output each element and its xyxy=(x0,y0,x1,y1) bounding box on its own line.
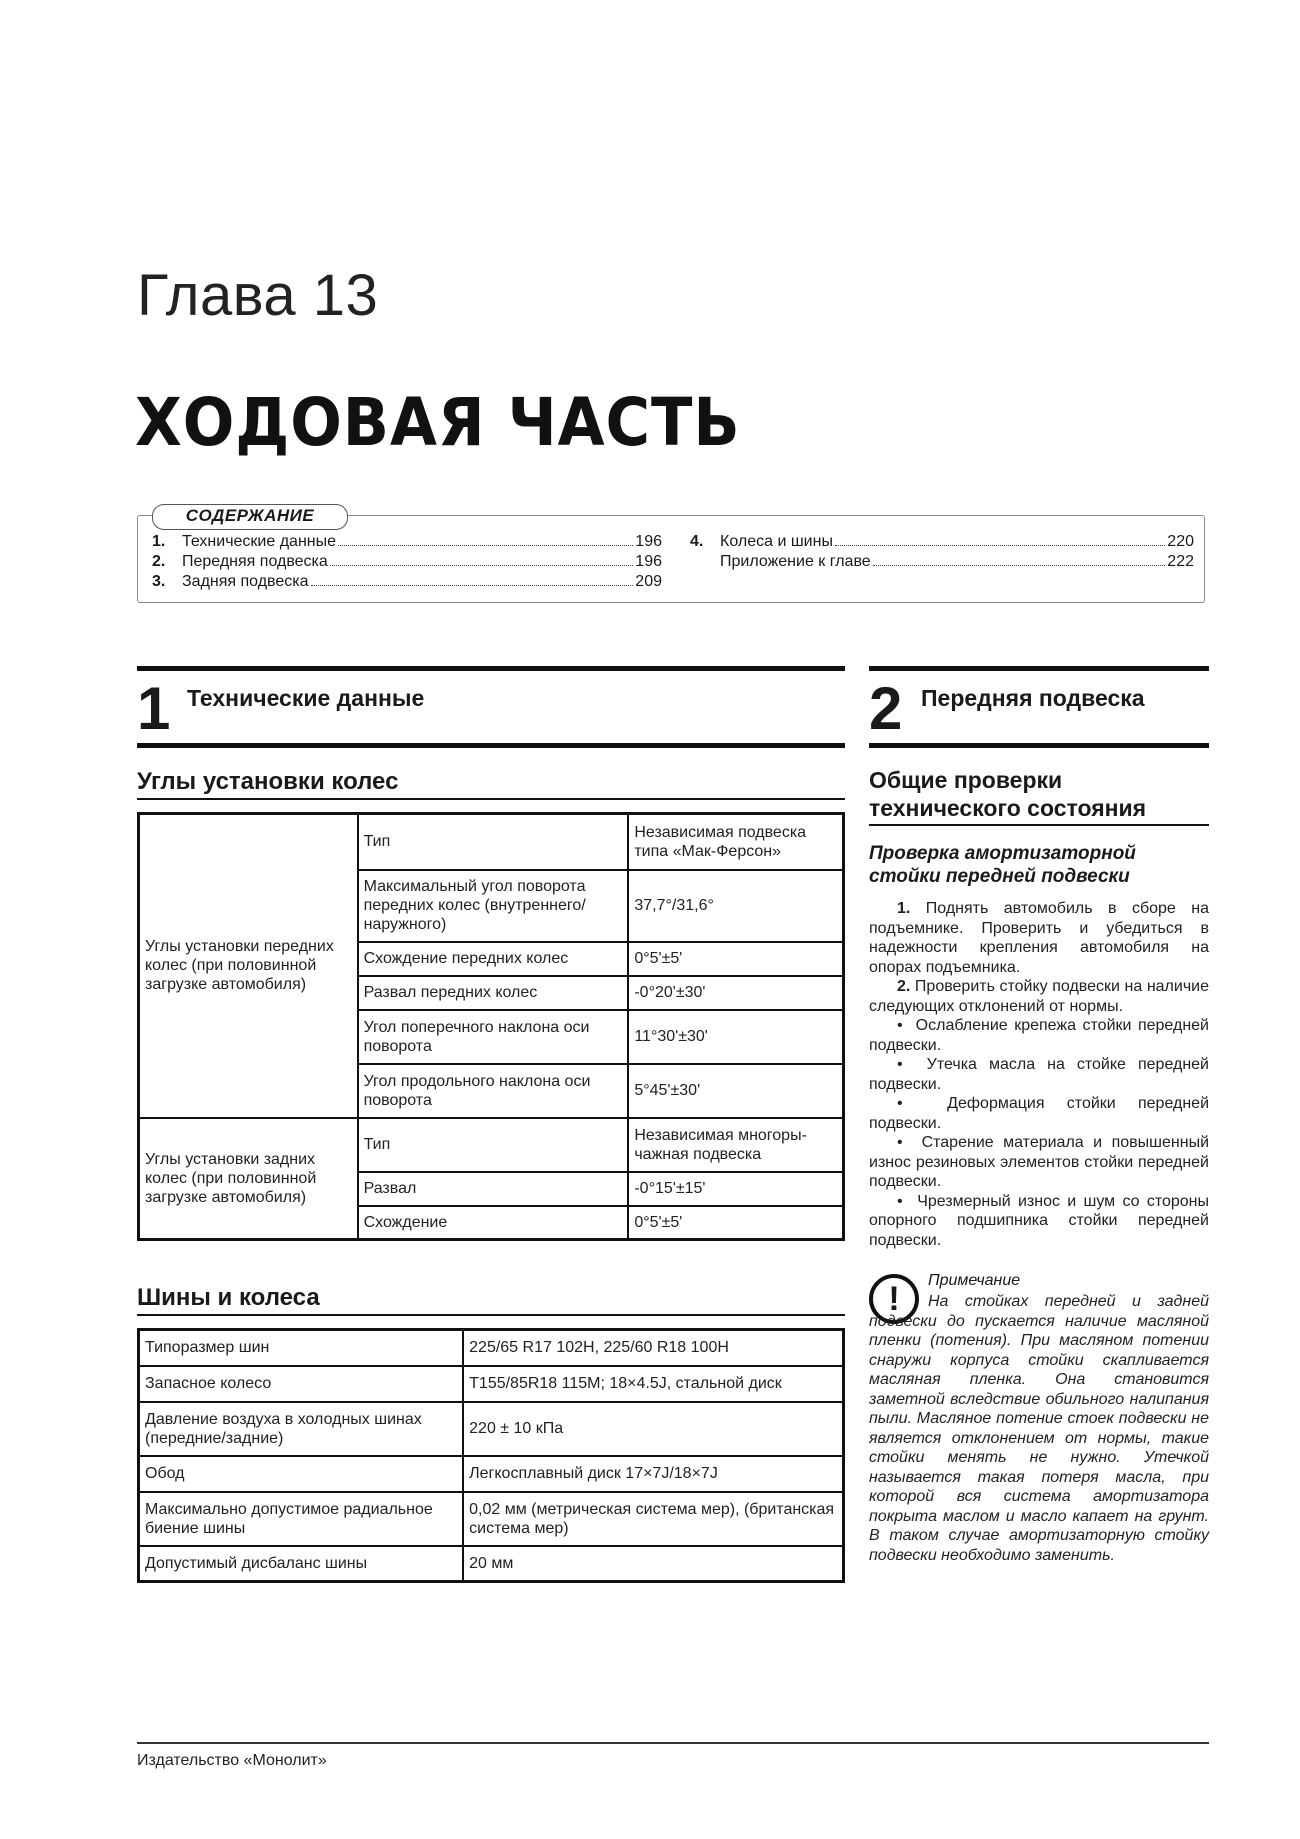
table-row xyxy=(139,1456,844,1492)
toc-item-page: 209 xyxy=(635,573,662,590)
value-cell: 0°5'±5' xyxy=(628,1206,843,1240)
step-text: Проверить стойку подвески на наличие следующих отклонений от нормы. xyxy=(869,978,1209,1015)
toc-item-number: 3. xyxy=(152,573,166,590)
rear-group-cell: Углы установки задних колес (при половинной загрузке автомобиля) xyxy=(139,1118,358,1240)
param-cell: Обод xyxy=(139,1456,464,1492)
param-cell: Развал передних колес xyxy=(358,976,629,1010)
table-row xyxy=(139,1118,844,1172)
value-cell: 225/65 R17 102H, 225/60 R18 100H xyxy=(463,1330,843,1366)
toc-item-label: Технические данные xyxy=(182,533,337,550)
bullet-item: • Старение материала и повышенный износ резиновых элементов стойки передней подвески. xyxy=(869,1134,1210,1190)
param-cell: Типоразмер шин xyxy=(139,1330,464,1366)
toc-item-label: Задняя подвеска xyxy=(182,573,309,590)
bullet-item: • Деформация стойки передней подвески. xyxy=(869,1095,1209,1132)
param-cell: Угол продольного наклона оси поворота xyxy=(358,1064,629,1118)
param-cell: Тип xyxy=(358,814,629,870)
bullet-text: Утечка масла на стойке передней подвески. xyxy=(869,1056,1209,1093)
param-cell: Давление воздуха в холодных шинах (передние/задние) xyxy=(139,1402,464,1456)
toc-item[interactable] xyxy=(690,532,1194,552)
toc-item[interactable] xyxy=(152,572,662,592)
tires-table xyxy=(137,1328,845,1583)
toc-item[interactable] xyxy=(152,532,662,552)
step-paragraph xyxy=(869,977,1209,1016)
param-cell: Максимальный угол поворота передних колес (внутреннего/наружного) xyxy=(358,870,629,942)
value-cell: 0,02 мм (метрическая система мер), (британская система мер) xyxy=(463,1492,843,1546)
value-cell: -0°20'±30' xyxy=(628,976,843,1010)
heading-underline xyxy=(869,824,1209,826)
step-number: 2. xyxy=(897,978,911,995)
warning-icon: ! xyxy=(869,1274,919,1324)
section-2-header xyxy=(869,666,1209,748)
bullet-text: Чрезмерный износ и шум со стороны опорного подшипника стойки передней подвески. xyxy=(869,1192,1209,1249)
step-paragraph xyxy=(869,899,1209,977)
toc-leader-dots xyxy=(311,585,634,586)
front-group-cell: Углы установки передних колес (при половинной загрузке автомобиля) xyxy=(139,814,358,1118)
toc-leader-dots xyxy=(835,545,1165,546)
toc-leader-dots xyxy=(338,545,633,546)
toc-column-right xyxy=(690,532,1194,572)
param-cell: Запасное колесо xyxy=(139,1366,464,1402)
strut-check-body xyxy=(869,899,1209,1250)
value-cell: 20 мм xyxy=(463,1546,843,1582)
value-cell: -0°15'±15' xyxy=(628,1172,843,1206)
wheel-angles-table xyxy=(137,812,845,1241)
toc-leader-dots xyxy=(873,565,1166,566)
param-cell: Тип xyxy=(358,1118,629,1172)
section-1-title: Технические данные xyxy=(187,685,425,711)
strut-check-heading: Проверка амортизаторной стойки передней подвески xyxy=(869,843,1136,887)
toc-item-number: 1. xyxy=(152,533,166,550)
value-cell: 0°5'±5' xyxy=(628,942,843,976)
toc-item-number: 2. xyxy=(152,553,166,570)
table-row xyxy=(139,1330,844,1366)
value-cell: Независимая подвеска типа «Мак-Ферсон» xyxy=(628,814,843,870)
bullet-text: Старение материала и повышенный износ резиновых элементов стойки передней подвески. xyxy=(869,1134,1210,1190)
bullet-item: • Утечка масла на стойке передней подвески. xyxy=(869,1056,1209,1093)
general-checks-heading: Общие проверки технического состояния xyxy=(869,767,1147,821)
value-cell: T155/85R18 115M; 18×4.5J, стальной диск xyxy=(463,1366,843,1402)
section-2-number: 2 xyxy=(869,675,903,742)
value-cell: 11°30'±30' xyxy=(628,1010,843,1064)
param-cell: Допустимый дисбаланс шины xyxy=(139,1546,464,1582)
table-row xyxy=(139,814,844,870)
section-1-number: 1 xyxy=(137,675,171,742)
toc-leader-dots xyxy=(330,565,633,566)
toc-item-label: Колеса и шины xyxy=(720,533,833,550)
section-1-header xyxy=(137,666,845,748)
param-cell: Схождение передних колес xyxy=(358,942,629,976)
tires-heading: Шины и колеса xyxy=(137,1284,845,1316)
toc-item-label: Приложение к главе xyxy=(720,553,871,570)
toc-item-page: 196 xyxy=(635,553,662,570)
table-of-contents xyxy=(137,506,1205,603)
value-cell: 5°45'±30' xyxy=(628,1064,843,1118)
bullet-item: • Чрезмерный износ и шум со стороны опорного подшипника стойки передней подвески. xyxy=(869,1192,1209,1249)
table-row xyxy=(139,1402,844,1456)
value-cell: Независимая многоры-чажная подвеска xyxy=(628,1118,843,1172)
bullet-text: Ослабление крепежа стойки передней подвески. xyxy=(869,1017,1209,1054)
toc-item-label: Передняя подвеска xyxy=(182,553,328,570)
toc-item-page: 196 xyxy=(635,533,662,550)
note-title: Примечание xyxy=(928,1272,1021,1289)
toc-item-number: 4. xyxy=(690,533,704,550)
wheel-angles-heading: Углы установки колес xyxy=(137,768,845,800)
toc-column-left xyxy=(152,532,662,592)
toc-item-page: 222 xyxy=(1167,553,1194,570)
table-row xyxy=(139,1492,844,1546)
toc-item[interactable] xyxy=(152,552,662,572)
value-cell: 220 ± 10 кПа xyxy=(463,1402,843,1456)
toc-item[interactable] xyxy=(690,552,1194,572)
step-number: 1. xyxy=(897,900,911,917)
value-cell: 37,7°/31,6° xyxy=(628,870,843,942)
param-cell: Угол поперечного наклона оси поворота xyxy=(358,1010,629,1064)
note-text: На стойках передней и задней подвески до пускается наличие масляной пленки (потения). При масляном потении снаружи корпуса стойки скапливается масляная пленка. Она становится заметной вследствие обильного налипания пыли. Масляное потение стоек подвески не является отклонением от нормы, такие стойки менять не нужно. Утечкой называется такая потеря масла, при которой вся система амортизатора покрыта маслом и масло капает на грунт. В таком случае амортизаторную стойку подвески необходимо заменить. xyxy=(869,1293,1209,1564)
section-2-title: Передняя подвеска xyxy=(921,685,1145,711)
footer-divider xyxy=(137,1742,1209,1744)
param-cell: Схождение xyxy=(358,1206,629,1240)
bullet-text: Деформация стойки передней подвески. xyxy=(869,1095,1209,1132)
chapter-title: ХОДОВАЯ ЧАСТЬ xyxy=(135,384,741,461)
table-row xyxy=(139,1366,844,1402)
param-cell: Максимально допустимое радиальное биение шины xyxy=(139,1492,464,1546)
chapter-label: Глава 13 xyxy=(137,263,379,328)
toc-item-page: 220 xyxy=(1167,533,1194,550)
step-text: Поднять автомобиль в сборе на подъемнике. Проверить и убедиться в надежности крепления автомобиля на опорах подъемника. xyxy=(869,900,1209,976)
value-cell: Легкосплавный диск 17×7J/18×7J xyxy=(463,1456,843,1492)
table-row xyxy=(139,1546,844,1582)
publisher-footer: Издательство «Монолит» xyxy=(137,1752,327,1769)
param-cell: Развал xyxy=(358,1172,629,1206)
toc-header: СОДЕРЖАНИЕ xyxy=(152,504,348,530)
bullet-item: • Ослабление крепежа стойки передней подвески. xyxy=(869,1017,1209,1054)
